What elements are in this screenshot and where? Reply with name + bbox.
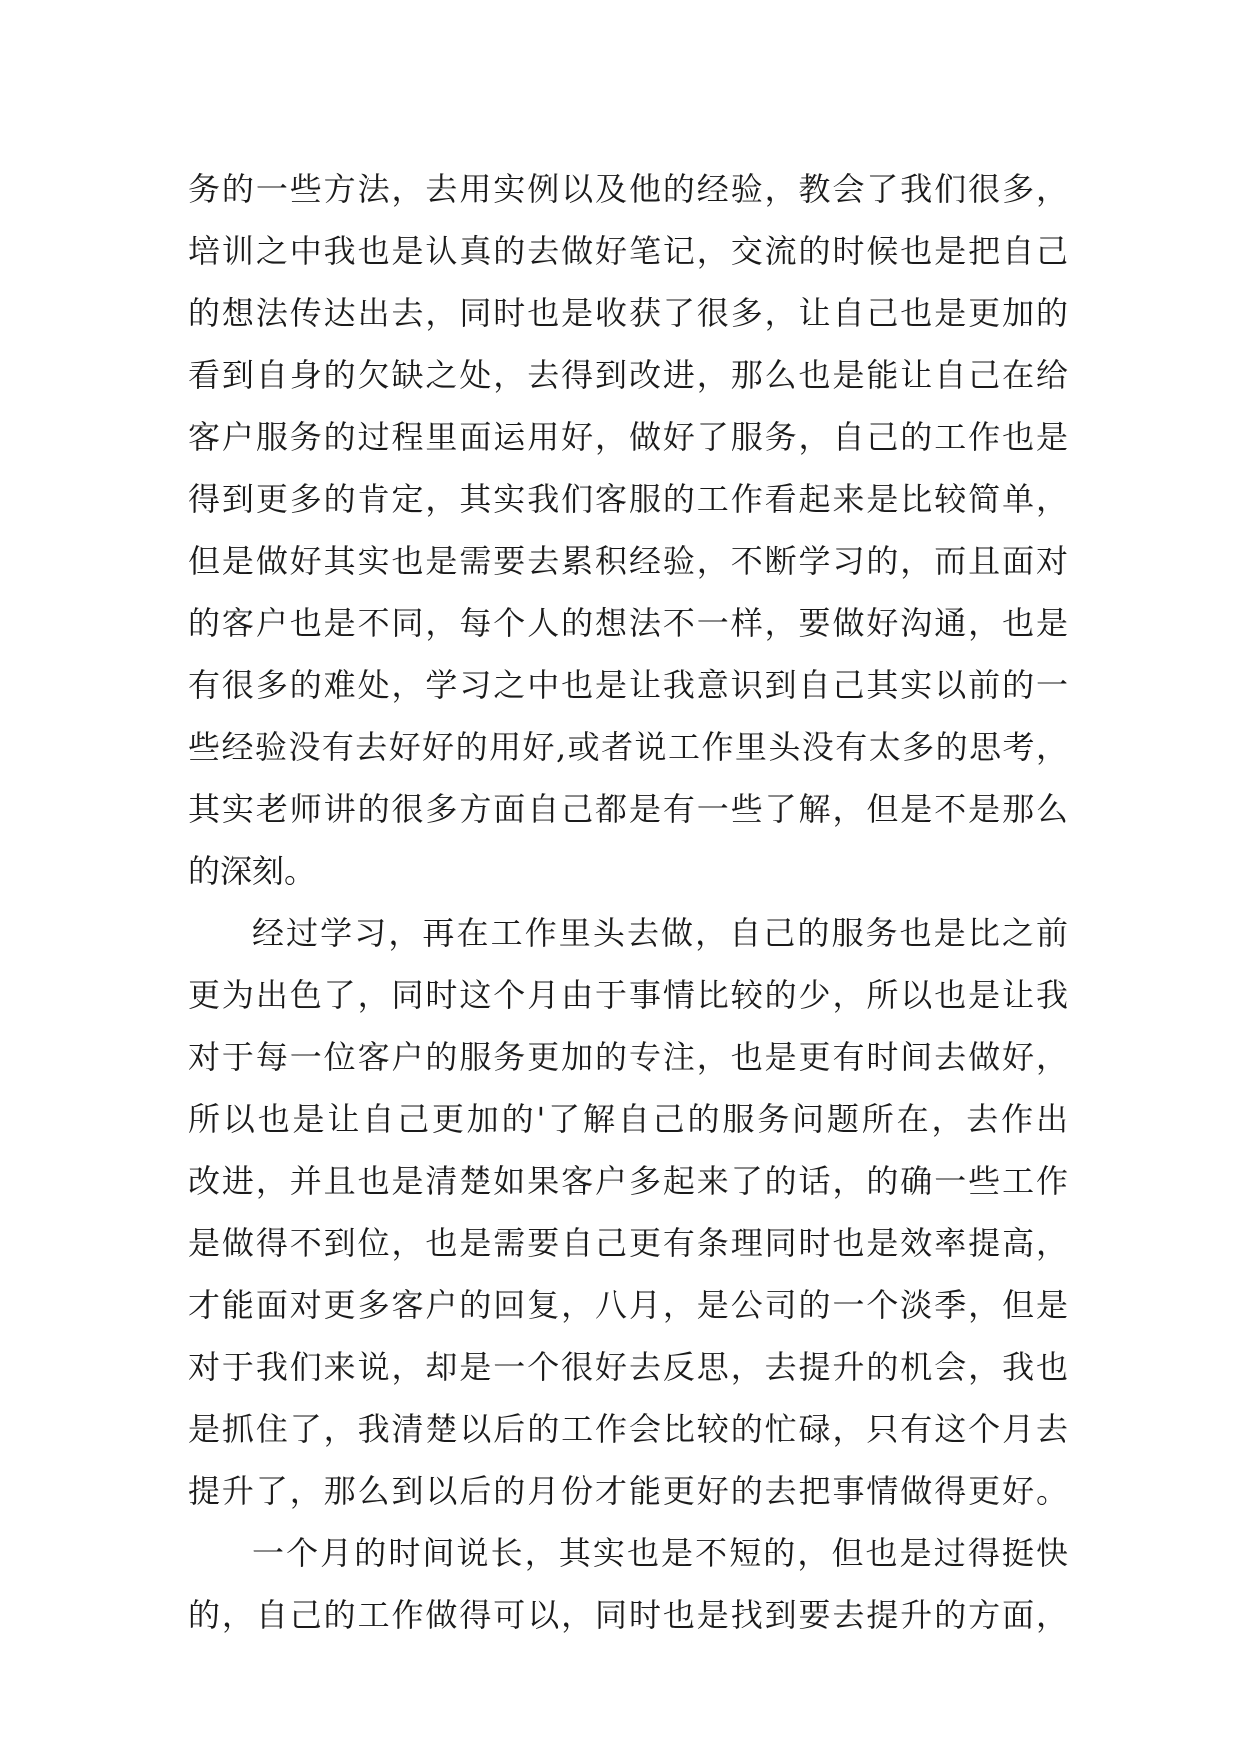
text-line: 务的一些方法，去用实例以及他的经验，教会了我们很多， — [188, 170, 1068, 208]
text-line: 是做得不到位，也是需要自己更有条理同时也是效率提高， — [188, 1224, 1068, 1262]
body-text — [188, 158, 1068, 1646]
text-line: 更为出色了，同时这个月由于事情比较的少，所以也是让我 — [188, 976, 1068, 1014]
text-line: 的客户也是不同，每个人的想法不一样，要做好沟通，也是 — [188, 604, 1068, 642]
text-line: 有很多的难处，学习之中也是让我意识到自己其实以前的一 — [188, 666, 1068, 704]
text-line: 对于每一位客户的服务更加的专注，也是更有时间去做好， — [188, 1038, 1068, 1076]
text-line: 客户服务的过程里面运用好，做好了服务，自己的工作也是 — [188, 418, 1068, 456]
text-line: 是抓住了，我清楚以后的工作会比较的忙碌，只有这个月去 — [188, 1410, 1068, 1448]
text-line: 看到自身的欠缺之处，去得到改进，那么也是能让自己在给 — [188, 356, 1068, 394]
text-line: 的想法传达出去，同时也是收获了很多，让自己也是更加的 — [188, 294, 1068, 332]
text-line: 改进，并且也是清楚如果客户多起来了的话，的确一些工作 — [188, 1162, 1068, 1200]
text-line: 得到更多的肯定，其实我们客服的工作看起来是比较简单， — [188, 480, 1068, 518]
text-line: 所以也是让自己更加的'了解自己的服务问题所在，去作出 — [188, 1100, 1068, 1138]
text-line: 其实老师讲的很多方面自己都是有一些了解，但是不是那么 — [188, 790, 1068, 828]
text-line: 但是做好其实也是需要去累积经验，不断学习的，而且面对 — [188, 542, 1068, 580]
text-line: 一个月的时间说长，其实也是不短的，但也是过得挺快 — [252, 1534, 1068, 1572]
text-line: 些经验没有去好好的用好,或者说工作里头没有太多的思考， — [188, 728, 1068, 766]
text-line: 经过学习，再在工作里头去做，自己的服务也是比之前 — [252, 914, 1068, 952]
text-line: 对于我们来说，却是一个很好去反思，去提升的机会，我也 — [188, 1348, 1068, 1386]
text-line: 的深刻。 — [188, 852, 317, 890]
text-line: 才能面对更多客户的回复，八月，是公司的一个淡季，但是 — [188, 1286, 1068, 1324]
text-line: 的，自己的工作做得可以，同时也是找到要去提升的方面， — [188, 1596, 1068, 1634]
text-line: 培训之中我也是认真的去做好笔记，交流的时候也是把自己 — [188, 232, 1068, 270]
text-line: 提升了，那么到以后的月份才能更好的去把事情做得更好。 — [188, 1472, 1068, 1510]
